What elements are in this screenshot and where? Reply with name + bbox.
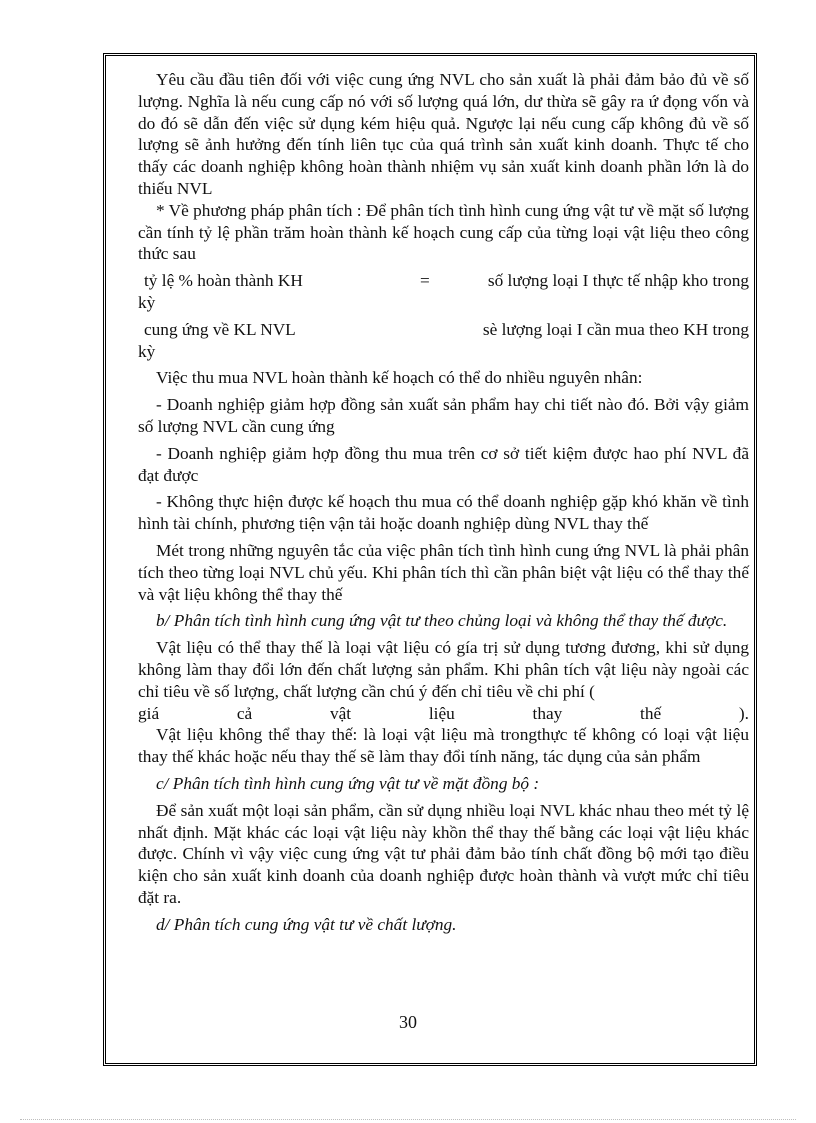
paragraph-reasons-intro: Việc thu mua NVL hoàn thành kế hoạch có thể do nhiều nguyên nhân:	[156, 368, 643, 388]
list-item-reason-2: - Doanh nghiệp giảm hợp đồng thu mua trên cơ sở tiết kiệm được hao phí NVL đã đạt được	[138, 443, 749, 485]
paragraph-quantity-requirement: Yêu cầu đầu tiên đối với việc cung ứng NVL cho sản xuất là phải đảm bảo đủ về số lượng. Nghĩa là nếu cung cấp nó với số lượng quá lớn, dư thừa sẽ gây ra ứ đọng vốn và do đó sẽ dẫn đến việc sử dụng kém hiệu quả. Ngược lại nếu cung cấp không đủ về số lượng sẽ ảnh hưởng đến tính liên tục của quá trình sản xuất kinh doanh. Thực tế cho thấy các doanh nghiệp không hoàn thành nhiệm vụ sản xuất kinh doanh phần lớn là do thiếu NVL	[138, 70, 749, 198]
paragraph-principle: Mét trong những nguyên tắc của việc phân tích tình hình cung ứng NVL là phải phân tích theo từng loại NVL chủ yếu. Khi phân tích thì cần phân biệt vật liệu có thể thay thế và vật liệu không thể thay thế	[138, 540, 749, 604]
paragraph-substitutable-last-line: giá cả vật liệu thay thế ).	[138, 703, 749, 723]
list-item-reason-3: - Không thực hiện được kế hoạch thu mua có thể doanh nghiệp gặp khó khăn về tình hình tài chính, phương tiện vận tải hoặc doanh nghiệp dùng NVL thay thế	[138, 492, 749, 534]
formula-numerator-cont: kỳ	[138, 292, 156, 312]
formula-row-1	[138, 270, 749, 292]
formula-denominator: sè lượng loại I cần mua theo KH trong	[482, 319, 749, 339]
document-body	[138, 69, 749, 935]
paragraph-non-substitutable: Vật liệu không thể thay thế: là loại vật liệu mà trongthực tế không có loại vật liệu thay thế khác hoặc nếu thay thế sẽ làm thay đổi tính năng, tác dụng của sản phẩm	[138, 725, 749, 767]
heading-section-c: c/ Phân tích tình hình cung ứng vật tư về mặt đồng bộ :	[156, 773, 540, 793]
formula-numerator-label: tỷ lệ % hoàn thành KH	[144, 271, 303, 291]
paragraph-synchronization: Để sản xuất một loại sản phẩm, cần sử dụng nhiều loại NVL khác nhau theo mét tỷ lệ nhất định. Mặt khác các loại vật liệu này khồn thể thay thế bằng các loại vật liệu khác được. Chính vì vậy việc cung ứng vật tư phải đảm bảo tính chất đồng bộ mới tạo điều kiện cho sản xuất kinh doanh của doanh nghiệp được hoàn thành và vượt mức chỉ tiêu đặt ra.	[138, 800, 749, 907]
formula-denominator-cont: kỳ	[138, 341, 156, 361]
heading-section-b: b/ Phân tích tình hình cung ứng vật tư theo chủng loại và không thể thay thế được.	[156, 611, 728, 631]
paragraph-analysis-method: * Về phương pháp phân tích : Để phân tích tình hình cung ứng vật tư về mặt số lượng cần tính tỷ lệ phần trăm hoàn thành kế hoạch cung cấp của từng loại vật liệu theo công thức sau	[138, 200, 749, 264]
heading-section-d: d/ Phân tích cung ứng vật tư về chất lượng.	[156, 914, 457, 934]
formula-equals: =	[420, 271, 430, 291]
list-item-reason-1: - Doanh nghiệp giảm hợp đồng sản xuất sản phẩm hay chi tiết nào đó. Bởi vậy giảm số lượng NVL cần cung ứng	[138, 395, 749, 436]
page-bottom-divider	[20, 1119, 796, 1120]
formula-row-2	[138, 319, 749, 341]
formula-numerator: số lượng loại I thực tế nhập kho trong	[487, 271, 749, 291]
page-number: 30	[399, 1012, 417, 1032]
paragraph-substitutable: Vật liệu có thể thay thế là loại vật liệu có gía trị sử dụng tương đương, khi sử dụng không làm thay đổi lớn đến chất lượng sản phẩm. Khi phân tích vật liệu này ngoài các chỉ tiêu về số lượng, chất lượng cần chú ý đến chỉ tiêu về chi phí (	[138, 638, 749, 701]
formula-denominator-label: cung ứng về KL NVL	[144, 319, 296, 339]
